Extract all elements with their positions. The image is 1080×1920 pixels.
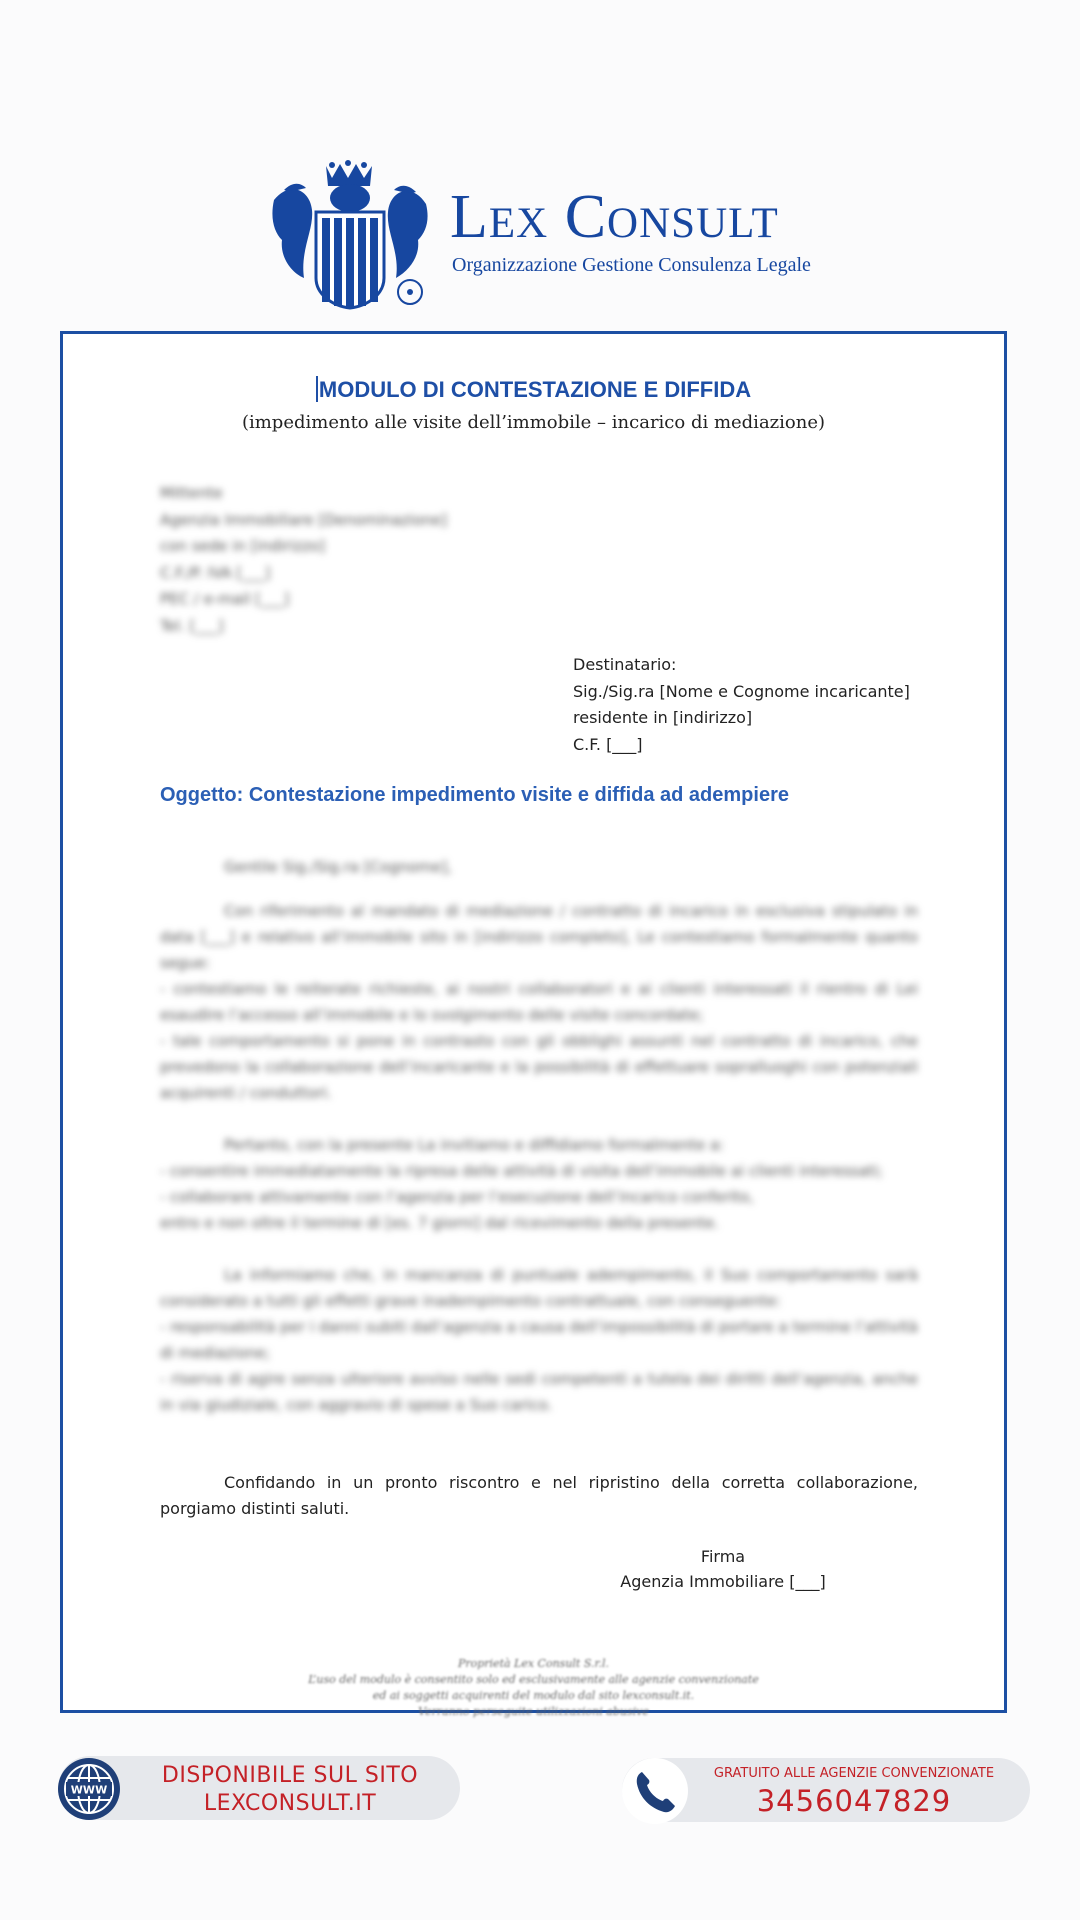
copyright-footnote xyxy=(63,1656,1004,1720)
recipient-block xyxy=(573,652,910,758)
body-bullet: entro e non oltre il termine di [es. 7 giorni] dal ricevimento della presente. xyxy=(160,1214,719,1232)
brand-logo xyxy=(270,160,830,310)
sender-line: con sede in [indirizzo] xyxy=(160,537,326,555)
document-subject: Oggetto: Contestazione impedimento visite e diffida ad adempiere xyxy=(160,784,789,806)
coat-of-arms-icon xyxy=(270,160,430,310)
document-subtitle: (impedimento alle visite dell’immobile – incarico di mediazione) xyxy=(241,412,826,433)
website-text[interactable] xyxy=(140,1762,440,1818)
footnote-line: L’uso del modulo è consentito solo ed esclusivamente alle agenzie convenzionate xyxy=(308,1673,759,1686)
body-bullet: - contestiamo le reiterate richieste, ai nostri collaboratori e ai clienti interessati il rientro di Lei esaudire l’accesso all’immobile e lo svolgimento delle visite concordate; xyxy=(160,980,918,1024)
recipient-line: Destinatario: xyxy=(573,655,677,674)
signature-block xyxy=(583,1544,863,1594)
phone-caption: GRATUITO ALLE AGENZIE CONVENZIONATE xyxy=(713,1766,995,1781)
body-bullet: - collaborare attivamente con l’agenzia per l’esecuzione dell’incarico conferito, xyxy=(160,1188,754,1206)
sender-block xyxy=(160,480,580,639)
phone-number[interactable]: 3456047829 xyxy=(756,1784,952,1818)
recipient-line: Sig./Sig.ra [Nome e Cognome incaricante] xyxy=(573,681,910,701)
footnote-line: Verranno perseguite utilizzazioni abusive xyxy=(418,1705,649,1718)
body-bullet: - riserva di agire senza ulteriore avviso nelle sedi competenti a tutela dei diritti dell’agenzia, anche in via giudiziale, con aggravio di spese a Suo carico. xyxy=(160,1370,918,1414)
text-cursor xyxy=(316,376,318,402)
sender-line: PEC / e-mail [___] xyxy=(160,590,290,608)
salutation: Gentile Sig./Sig.ra [Cognome], xyxy=(224,858,452,876)
phone-badge[interactable] xyxy=(622,1758,1030,1822)
body-bullet: - tale comportamento si pone in contrasto con gli obblighi assunti nel contratto di incarico, che prevedono la collaborazione dell’incaricante e la possibilità di effettuare sopralluoghi con potenziali acquirenti / conduttori. xyxy=(160,1032,918,1102)
website-line-2: LEXCONSULT.IT xyxy=(203,1791,377,1816)
recipient-line: C.F. [___] xyxy=(573,734,643,754)
body-paragraph: Pertanto, con la presente La invitiamo e diffidiamo formalmente a: xyxy=(224,1136,725,1154)
body-bullet: - responsabilità per i danni subiti dall’agenzia a causa dell’impossibilità di portare a termine l’attività di mediazione; xyxy=(160,1318,918,1362)
footnote-line: ed ai soggetti acquirenti del modulo dal sito lexconsult.it. xyxy=(372,1689,695,1702)
document-title[interactable]: MODULO DI CONTESTAZIONE E DIFFIDA xyxy=(63,376,1004,403)
brand-name: Lex Consult xyxy=(450,183,779,251)
body-bullet: - consentire immediatamente la ripresa delle attività di visita dell’immobile ai clienti interessati; xyxy=(160,1162,883,1180)
document-body xyxy=(160,854,918,1418)
sender-line: Mittente xyxy=(160,484,223,502)
brand-tagline: Organizzazione Gestione Consulenza Legale xyxy=(452,254,811,276)
phone-icon-container xyxy=(622,1758,688,1824)
website-badge[interactable] xyxy=(58,1756,460,1820)
sender-line: Tel. [___] xyxy=(160,616,224,635)
signature-label: Firma xyxy=(700,1547,746,1566)
sender-line: C.F./P. IVA [___] xyxy=(160,563,271,582)
globe-icon xyxy=(56,1756,122,1822)
body-paragraph: Con riferimento al mandato di mediazione / contratto di incarico in esclusiva stipulato in data [___] e relativo all’immobile sito in [indirizzo completo], Le contestiamo formalmente quanto segue: xyxy=(160,902,918,972)
body-paragraph: La informiamo che, in mancanza di puntuale adempimento, il Suo comportamento sarà considerato a tutti gli effetti grave inadempimento contrattuale, con conseguente: xyxy=(160,1266,918,1310)
phone-icon xyxy=(622,1758,688,1824)
recipient-line: residente in [indirizzo] xyxy=(573,708,753,727)
closing-paragraph: Confidando in un pronto riscontro e nel ripristino della corretta collaborazione, porgiamo distinti saluti. xyxy=(160,1473,918,1518)
website-line-1: DISPONIBILE SUL SITO xyxy=(161,1763,419,1788)
sender-line: Agenzia Immobiliare [Denominazione] xyxy=(160,510,447,529)
signature-name: Agenzia Immobiliare [___] xyxy=(620,1572,826,1591)
footnote-line: Proprietà Lex Consult S.r.l. xyxy=(457,1657,610,1670)
document-frame xyxy=(60,331,1007,1718)
svg-text:WWW: WWW xyxy=(70,1783,108,1797)
